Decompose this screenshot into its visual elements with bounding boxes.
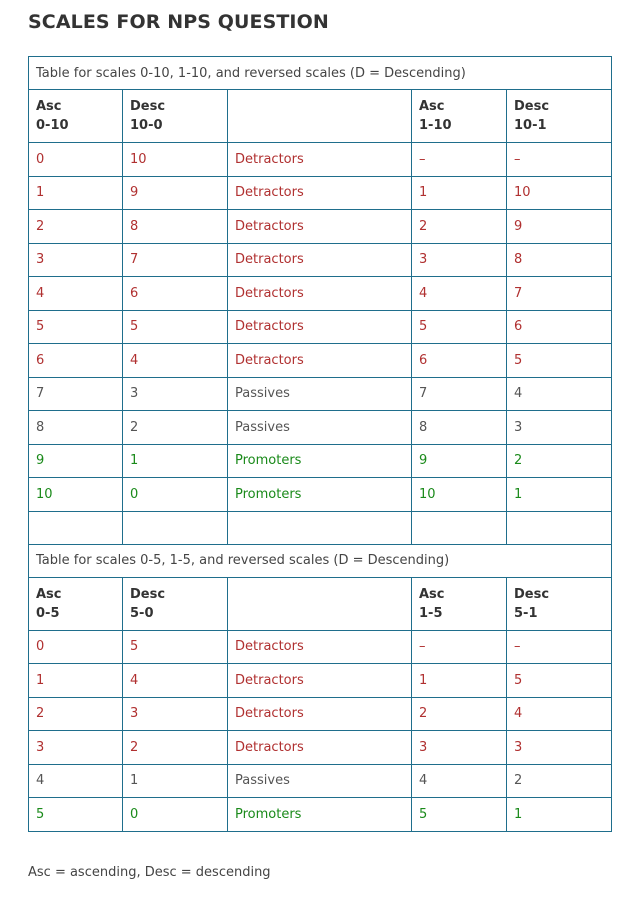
table-1-caption: Table for scales 0-10, 1-10, and reversed scales (D = Descending) bbox=[29, 57, 612, 90]
table-cell: 5 bbox=[412, 798, 507, 832]
table-cell: 3 bbox=[123, 377, 228, 411]
table-cell: – bbox=[507, 630, 612, 664]
table-cell: Promoters bbox=[228, 798, 412, 832]
column-header bbox=[228, 577, 412, 630]
table-cell: 2 bbox=[507, 764, 612, 798]
column-header bbox=[123, 577, 228, 630]
table-cell: 10 bbox=[123, 143, 228, 177]
table-cell: – bbox=[412, 143, 507, 177]
header-line-2: 5-1 bbox=[514, 605, 538, 621]
table-row bbox=[29, 344, 612, 378]
table-cell: 7 bbox=[29, 377, 123, 411]
table-cell: Passives bbox=[228, 377, 412, 411]
table-2-caption-row bbox=[29, 544, 612, 577]
table-cell: 9 bbox=[412, 444, 507, 478]
nps-scales-table bbox=[28, 56, 612, 832]
table-cell: 2 bbox=[123, 731, 228, 765]
table-cell: 3 bbox=[29, 243, 123, 277]
page-title: SCALES FOR NPS QUESTION bbox=[28, 11, 329, 33]
table-row bbox=[29, 243, 612, 277]
header-line-2: 0-10 bbox=[36, 118, 69, 133]
table-cell: 3 bbox=[507, 731, 612, 765]
table-cell: 3 bbox=[123, 697, 228, 731]
table-row bbox=[29, 210, 612, 244]
table-cell: 1 bbox=[507, 798, 612, 832]
table-row bbox=[29, 377, 612, 411]
table-cell: 2 bbox=[412, 697, 507, 731]
table-row bbox=[29, 798, 612, 832]
table-cell: Detractors bbox=[228, 344, 412, 378]
table-row bbox=[29, 143, 612, 177]
table-cell: 4 bbox=[29, 277, 123, 311]
header-line-1: Desc bbox=[514, 99, 550, 114]
table-cell: 8 bbox=[507, 243, 612, 277]
table-row bbox=[29, 411, 612, 445]
table-cell: Detractors bbox=[228, 210, 412, 244]
table-cell: 9 bbox=[507, 210, 612, 244]
table-cell: 10 bbox=[29, 478, 123, 512]
table-cell: 2 bbox=[123, 411, 228, 445]
table-cell: 5 bbox=[507, 344, 612, 378]
table-cell: 10 bbox=[412, 478, 507, 512]
table-cell: – bbox=[412, 630, 507, 664]
table-cell: 7 bbox=[507, 277, 612, 311]
table-cell: 8 bbox=[29, 411, 123, 445]
table-row bbox=[29, 310, 612, 344]
table-cell: 10 bbox=[507, 176, 612, 210]
table-row bbox=[29, 764, 612, 798]
table-cell: 6 bbox=[29, 344, 123, 378]
table-cell: 0 bbox=[29, 630, 123, 664]
table-cell: 5 bbox=[29, 310, 123, 344]
table-cell: Detractors bbox=[228, 143, 412, 177]
table-cell: 1 bbox=[29, 176, 123, 210]
header-line-1: Desc bbox=[130, 586, 166, 602]
table-cell: 4 bbox=[507, 377, 612, 411]
empty-row bbox=[29, 511, 612, 544]
table-cell: 0 bbox=[123, 798, 228, 832]
table-row bbox=[29, 176, 612, 210]
table-cell: 8 bbox=[412, 411, 507, 445]
header-line-1: Asc bbox=[36, 586, 62, 602]
table-cell: 1 bbox=[412, 664, 507, 698]
table-cell: 4 bbox=[412, 277, 507, 311]
empty-cell bbox=[507, 511, 612, 544]
table-cell: 9 bbox=[29, 444, 123, 478]
table-row bbox=[29, 277, 612, 311]
table-cell: 1 bbox=[29, 664, 123, 698]
abbreviation-footnote: Asc = ascending, Desc = descending bbox=[28, 865, 271, 880]
table-cell: 5 bbox=[507, 664, 612, 698]
header-line-2: 0-5 bbox=[36, 605, 60, 621]
table-cell: 2 bbox=[412, 210, 507, 244]
table-cell: Passives bbox=[228, 411, 412, 445]
empty-cell bbox=[228, 511, 412, 544]
table-cell: 3 bbox=[412, 731, 507, 765]
header-line-1: Desc bbox=[130, 99, 166, 114]
table-row bbox=[29, 697, 612, 731]
column-header bbox=[507, 577, 612, 630]
column-header bbox=[29, 577, 123, 630]
table-cell: Detractors bbox=[228, 697, 412, 731]
table-row bbox=[29, 630, 612, 664]
table-cell: 4 bbox=[29, 764, 123, 798]
table-cell: Promoters bbox=[228, 444, 412, 478]
table-cell: 6 bbox=[412, 344, 507, 378]
table-cell: 3 bbox=[507, 411, 612, 445]
table-cell: 5 bbox=[412, 310, 507, 344]
table-cell: Passives bbox=[228, 764, 412, 798]
table-cell: 2 bbox=[29, 697, 123, 731]
table-cell: Promoters bbox=[228, 478, 412, 512]
table-cell: Detractors bbox=[228, 310, 412, 344]
table-cell: 7 bbox=[412, 377, 507, 411]
table-cell: 4 bbox=[123, 344, 228, 378]
table-cell: 1 bbox=[123, 444, 228, 478]
table-body bbox=[29, 57, 612, 832]
table-cell: 5 bbox=[123, 630, 228, 664]
table-cell: 3 bbox=[29, 731, 123, 765]
table-cell: 6 bbox=[507, 310, 612, 344]
table-cell: 5 bbox=[29, 798, 123, 832]
header-line-1: Asc bbox=[419, 99, 445, 114]
header-line-1: Asc bbox=[419, 586, 445, 602]
table-cell: 8 bbox=[123, 210, 228, 244]
table-cell: 1 bbox=[507, 478, 612, 512]
table-cell: Detractors bbox=[228, 664, 412, 698]
table-cell: – bbox=[507, 143, 612, 177]
column-header bbox=[123, 90, 228, 143]
table-cell: 9 bbox=[123, 176, 228, 210]
table-1-caption-row bbox=[29, 57, 612, 90]
table-1-header-row bbox=[29, 90, 612, 143]
header-line-2: 1-5 bbox=[419, 605, 443, 621]
table-cell: 6 bbox=[123, 277, 228, 311]
header-line-2: 10-0 bbox=[130, 118, 163, 133]
column-header bbox=[228, 90, 412, 143]
table-row bbox=[29, 444, 612, 478]
table-cell: 5 bbox=[123, 310, 228, 344]
table-cell: Detractors bbox=[228, 176, 412, 210]
table-cell: Detractors bbox=[228, 243, 412, 277]
header-line-1: Desc bbox=[514, 586, 550, 602]
table-cell: 4 bbox=[412, 764, 507, 798]
empty-cell bbox=[412, 511, 507, 544]
table-cell: 7 bbox=[123, 243, 228, 277]
column-header bbox=[507, 90, 612, 143]
table-cell: 3 bbox=[412, 243, 507, 277]
table-cell: 1 bbox=[412, 176, 507, 210]
table-2-caption: Table for scales 0-5, 1-5, and reversed scales (D = Descending) bbox=[29, 544, 612, 577]
table-cell: 2 bbox=[507, 444, 612, 478]
table-cell: 4 bbox=[507, 697, 612, 731]
table-cell: Detractors bbox=[228, 630, 412, 664]
empty-cell bbox=[29, 511, 123, 544]
table-cell: 4 bbox=[123, 664, 228, 698]
table-2-header-row bbox=[29, 577, 612, 630]
table-row bbox=[29, 664, 612, 698]
table-cell: 0 bbox=[123, 478, 228, 512]
column-header bbox=[412, 577, 507, 630]
table-cell: 1 bbox=[123, 764, 228, 798]
table-row bbox=[29, 478, 612, 512]
table-cell: 0 bbox=[29, 143, 123, 177]
column-header bbox=[29, 90, 123, 143]
header-line-1: Asc bbox=[36, 99, 62, 114]
table-cell: Detractors bbox=[228, 731, 412, 765]
header-line-2: 10-1 bbox=[514, 118, 547, 133]
header-line-2: 5-0 bbox=[130, 605, 154, 621]
table-row bbox=[29, 731, 612, 765]
column-header bbox=[412, 90, 507, 143]
header-line-2: 1-10 bbox=[419, 118, 452, 133]
empty-cell bbox=[123, 511, 228, 544]
table-cell: 2 bbox=[29, 210, 123, 244]
table-cell: Detractors bbox=[228, 277, 412, 311]
